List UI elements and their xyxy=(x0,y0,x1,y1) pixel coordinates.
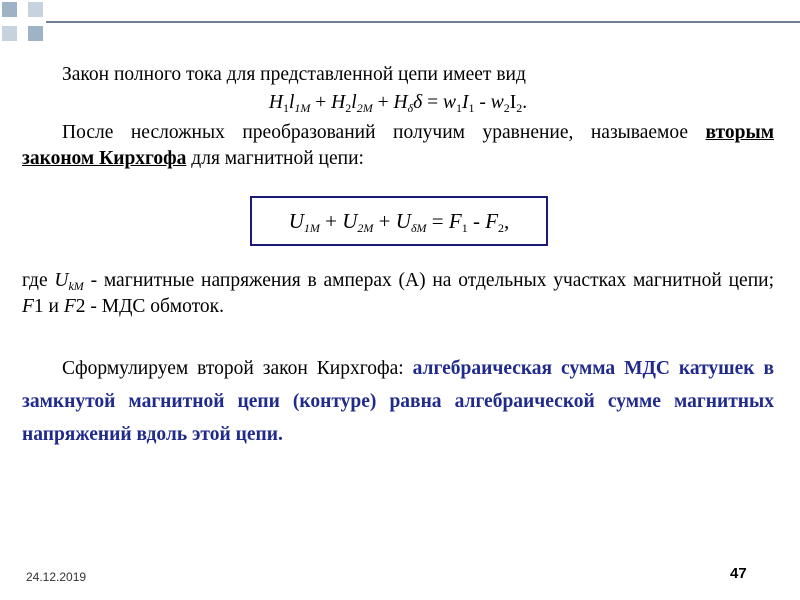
eq-operator: + xyxy=(319,209,343,233)
eq-symbol: F xyxy=(63,296,76,317)
eq-symbol: H xyxy=(331,92,346,113)
decor-square xyxy=(2,26,17,41)
eq-subscript: 1М xyxy=(294,101,311,115)
derivation-text: После несложных преобразований получим уравнение, называемое xyxy=(62,122,706,143)
eq-subscript: 2 xyxy=(503,101,510,115)
eq-symbol: H xyxy=(268,92,283,113)
eq-operator: + xyxy=(372,92,394,113)
definitions-text: - магнитные напряжения в амперах (А) на отдельных участках магнитной цепи; xyxy=(83,270,774,291)
eq-symbol: H xyxy=(393,92,408,113)
eq-operator: , xyxy=(504,209,510,233)
derivation-text-end: для магнитной цепи: xyxy=(186,148,364,169)
corner-decoration xyxy=(0,0,64,46)
eq-symbol: F xyxy=(448,209,462,233)
eq-subscript: 2М xyxy=(357,221,374,235)
eq-operator: - xyxy=(474,92,491,113)
definitions-text: 1 и xyxy=(33,296,64,317)
eq-subscript: 2 xyxy=(498,221,505,235)
eq-subscript: 2М xyxy=(356,101,373,115)
eq-subscript: δМ xyxy=(410,221,427,235)
decor-square xyxy=(2,2,17,17)
law-statement-paragraph xyxy=(22,352,774,451)
law-statement-emphasis: алгебраическая сумма МДС катушек в замкнутой магнитной цепи (контуре) равна алгебраической сумме магнитных напряжений вдоль этой цепи. xyxy=(22,358,774,445)
definitions-paragraph xyxy=(22,268,774,320)
eq-symbol: U xyxy=(54,270,69,291)
law-statement-intro: Сформулируем второй закон Кирхгофа: xyxy=(62,358,413,379)
eq-symbol: I xyxy=(509,92,517,113)
eq-subscript: 1 xyxy=(455,101,462,115)
eq-subscript: 1 xyxy=(468,101,475,115)
eq-symbol: w xyxy=(490,92,504,113)
eq-subscript: 2 xyxy=(345,101,352,115)
header-rule xyxy=(46,21,800,23)
decor-square xyxy=(28,26,43,41)
eq-symbol: l xyxy=(289,92,295,113)
eq-operator: - xyxy=(467,209,486,233)
eq-subscript: 1М xyxy=(303,221,320,235)
eq-symbol: δ xyxy=(413,92,423,113)
eq-operator: . xyxy=(522,92,528,113)
eq-operator: + xyxy=(373,209,396,233)
eq-operator: = xyxy=(426,209,449,233)
eq-symbol: I xyxy=(461,92,469,113)
intro-paragraph xyxy=(22,62,774,88)
footer-date: 24.12.2019 xyxy=(26,570,87,584)
eq-subscript: kМ xyxy=(68,279,84,293)
kirchhoff-law-term: вторым законом Кирхгофа xyxy=(22,122,774,169)
eq-operator: = xyxy=(422,92,443,113)
kirchhoff-equation-box xyxy=(250,196,548,246)
definitions-text: 2 - МДС обмоток. xyxy=(75,296,224,317)
eq-symbol: F xyxy=(485,209,499,233)
slide-number: 47 xyxy=(730,565,747,582)
eq-symbol: U xyxy=(342,209,358,233)
intro-text: Закон полного тока для представленной цепи имеет вид xyxy=(62,64,526,85)
eq-subscript: 1 xyxy=(283,101,289,115)
ampere-law-equation xyxy=(22,90,774,116)
decor-divider xyxy=(22,0,24,46)
eq-subscript: 1 xyxy=(461,221,468,235)
eq-subscript: δ xyxy=(407,101,414,115)
eq-symbol: F xyxy=(22,296,34,317)
eq-symbol: U xyxy=(288,209,304,233)
eq-operator: + xyxy=(310,92,332,113)
eq-symbol: w xyxy=(442,92,456,113)
decor-square xyxy=(28,2,43,17)
definitions-text: где xyxy=(22,270,55,291)
eq-symbol: U xyxy=(395,209,411,233)
eq-symbol: l xyxy=(351,92,357,113)
derivation-paragraph xyxy=(22,120,774,172)
eq-subscript: 2 xyxy=(516,101,523,115)
